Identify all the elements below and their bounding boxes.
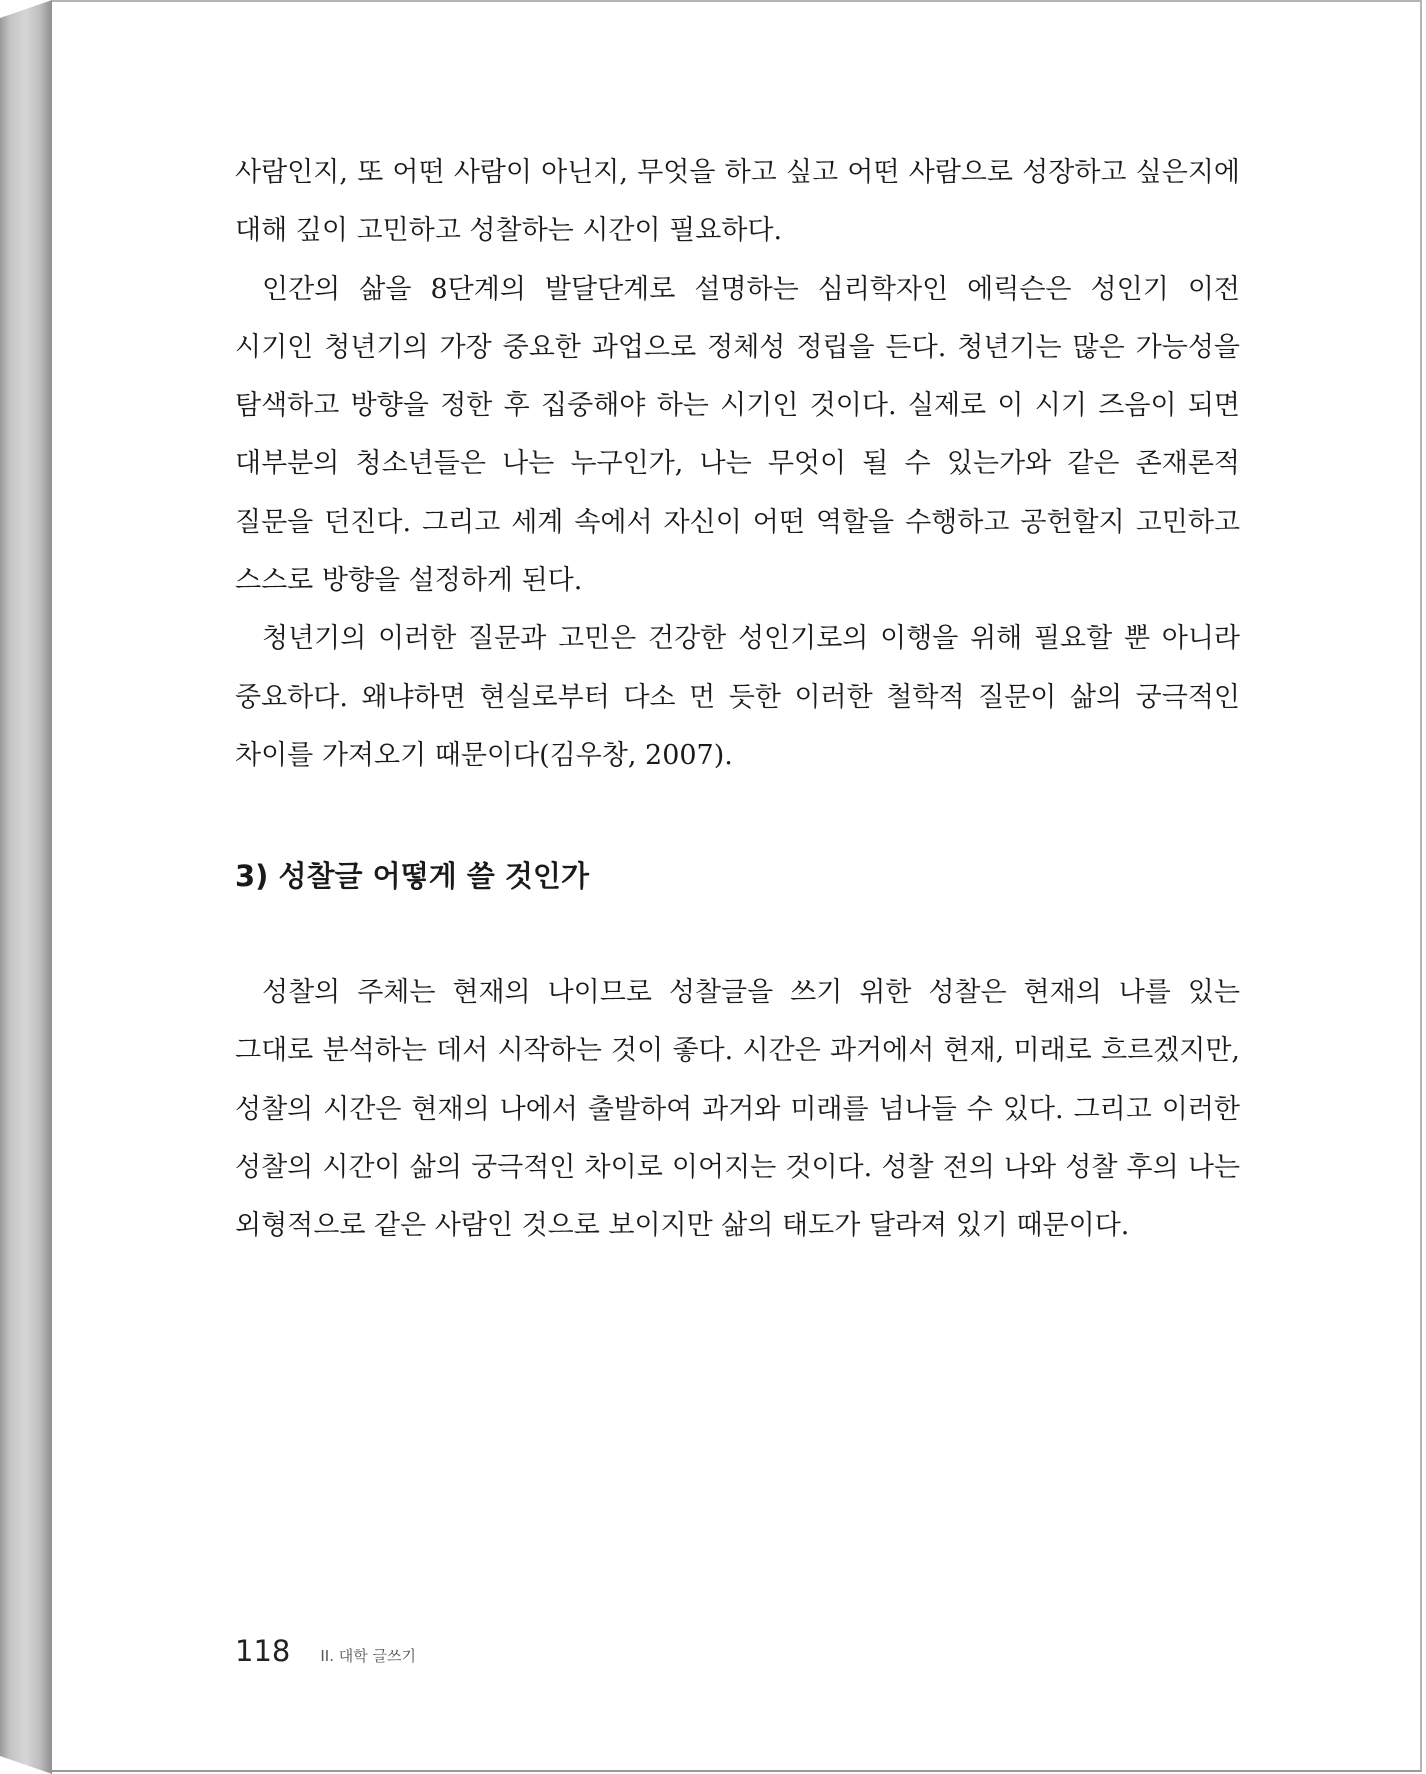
section-heading: 3) 성찰글 어떻게 쓸 것인가 xyxy=(235,859,589,893)
paragraph-adolescence-questions: 청년기의 이러한 질문과 고민은 건강한 성인기로의 이행을 위해 필요할 뿐 아니라 중요하다. 왜냐하면 현실로부터 다소 먼 듯한 이러한 철학적 질문이 삶의 궁극적인 차이를 가져오기 때문이다(김우창, 2007). xyxy=(235,623,1240,771)
chapter-label: II. 대학 글쓰기 xyxy=(320,1647,416,1665)
body-text-top xyxy=(235,144,1240,785)
spine-top-corner xyxy=(0,0,52,18)
page xyxy=(52,0,1422,1772)
paragraph-continuation: 사람인지, 또 어떤 사람이 아닌지, 무엇을 하고 싶고 어떤 사람으로 성장하고 싶은지에 대해 깊이 고민하고 성찰하는 시간이 필요하다. xyxy=(235,157,1240,247)
page-number: 118 xyxy=(235,1634,291,1668)
book-spine xyxy=(0,0,52,1774)
body-text-bottom xyxy=(235,964,1240,1255)
spine-bottom-corner xyxy=(0,1756,52,1774)
page-footer xyxy=(235,1634,416,1668)
paragraph-reflection-subject: 성찰의 주체는 현재의 나이므로 성찰글을 쓰기 위한 성찰은 현재의 나를 있는 그대로 분석하는 데서 시작하는 것이 좋다. 시간은 과거에서 현재, 미래로 흐르겠지만, 성찰의 시간은 현재의 나에서 출발하여 과거와 미래를 넘나들 수 있다. 그리고 이러한 성찰의 시간이 삶의 궁극적인 차이로 이어지는 것이다. 성찰 전의 나와 성찰 후의 나는 외형적으로 같은 사람인 것으로 보이지만 삶의 태도가 달라져 있기 때문이다. xyxy=(235,977,1240,1242)
paragraph-erikson: 인간의 삶을 8단계의 발달단계로 설명하는 심리학자인 에릭슨은 성인기 이전 시기인 청년기의 가장 중요한 과업으로 정체성 정립을 든다. 청년기는 많은 가능성을 탐색하고 방향을 정한 후 집중해야 하는 시기인 것이다. 실제로 이 시기 즈음이 되면 대부분의 청소년들은 나는 누구인가, 나는 무엇이 될 수 있는가와 같은 존재론적 질문을 던진다. 그리고 세계 속에서 자신이 어떤 역할을 수행하고 공헌할지 고민하고 스스로 방향을 설정하게 된다. xyxy=(235,273,1240,597)
